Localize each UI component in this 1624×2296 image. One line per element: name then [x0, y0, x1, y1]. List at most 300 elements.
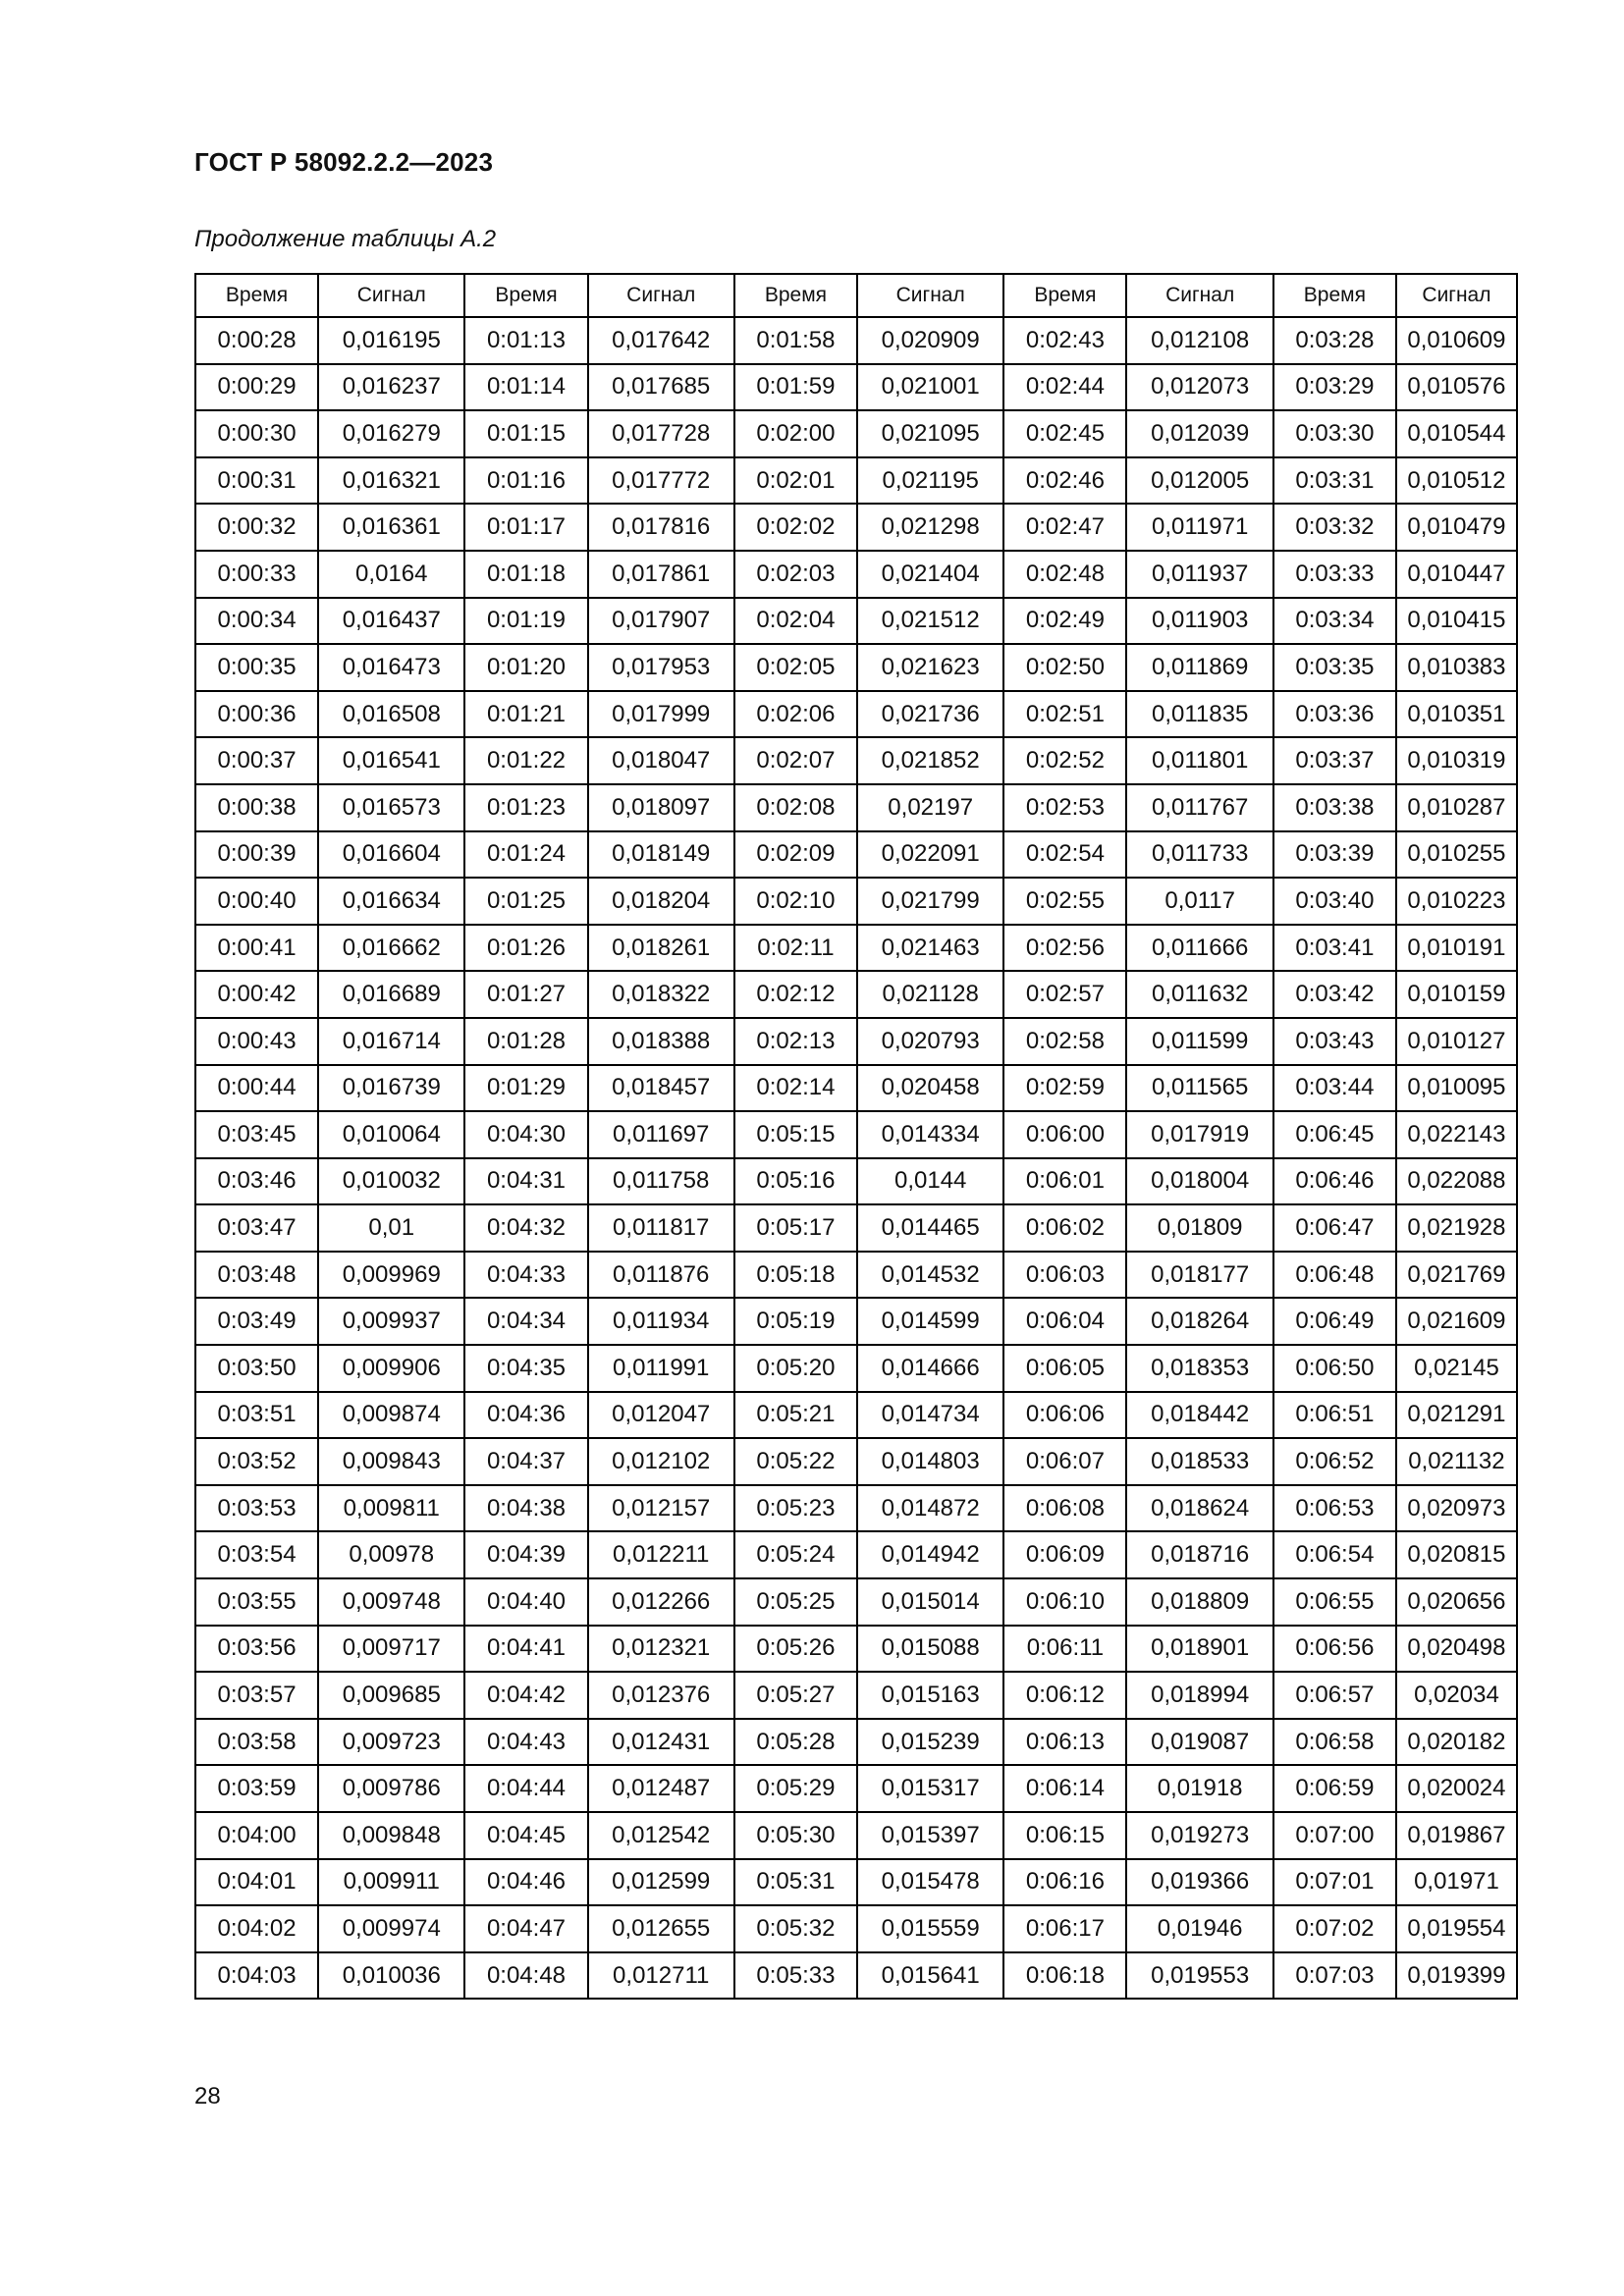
signal-cell: 0,012655: [588, 1905, 734, 1952]
signal-cell: 0,011971: [1126, 504, 1272, 551]
signal-cell: 0,011666: [1126, 925, 1272, 972]
signal-cell: 0,017861: [588, 551, 734, 598]
signal-cell: 0,014942: [857, 1531, 1003, 1578]
table-row: [195, 1392, 1517, 1439]
table-row: [195, 1812, 1517, 1859]
time-cell: 0:05:29: [734, 1765, 857, 1812]
signal-cell: 0,01946: [1126, 1905, 1272, 1952]
table-row: [195, 925, 1517, 972]
signal-cell: 0,018901: [1126, 1626, 1272, 1673]
time-cell: 0:03:50: [195, 1345, 318, 1392]
table-row: [195, 1952, 1517, 2000]
table-row: [195, 1905, 1517, 1952]
table-row: [195, 1485, 1517, 1532]
signal-cell: 0,021769: [1396, 1252, 1517, 1299]
signal-cell: 0,00978: [318, 1531, 464, 1578]
time-cell: 0:02:06: [734, 691, 857, 738]
time-cell: 0:01:27: [464, 971, 587, 1018]
table-row: [195, 1859, 1517, 1906]
time-cell: 0:04:37: [464, 1438, 587, 1485]
signal-cell: 0,021298: [857, 504, 1003, 551]
table-row: [195, 1672, 1517, 1719]
time-cell: 0:02:51: [1003, 691, 1126, 738]
time-cell: 0:00:30: [195, 410, 318, 457]
time-cell: 0:05:28: [734, 1719, 857, 1766]
time-cell: 0:02:10: [734, 878, 857, 925]
time-cell: 0:03:28: [1273, 317, 1396, 364]
signal-cell: 0,019399: [1396, 1952, 1517, 2000]
table-row: [195, 1345, 1517, 1392]
time-cell: 0:05:33: [734, 1952, 857, 2000]
page-number: 28: [194, 2083, 221, 2109]
time-cell: 0:03:51: [195, 1392, 318, 1439]
signal-cell: 0,022088: [1396, 1158, 1517, 1205]
time-cell: 0:01:58: [734, 317, 857, 364]
signal-cell: 0,011991: [588, 1345, 734, 1392]
signal-cell: 0,018149: [588, 831, 734, 879]
data-table: [194, 273, 1518, 2000]
time-cell: 0:07:02: [1273, 1905, 1396, 1952]
time-cell: 0:06:05: [1003, 1345, 1126, 1392]
table-row: [195, 1111, 1517, 1158]
signal-cell: 0,011934: [588, 1298, 734, 1345]
time-cell: 0:03:30: [1273, 410, 1396, 457]
signal-cell: 0,011758: [588, 1158, 734, 1205]
time-cell: 0:02:47: [1003, 504, 1126, 551]
document-header: ГОСТ Р 58092.2.2—2023: [194, 147, 494, 177]
table-row: [195, 1298, 1517, 1345]
signal-cell: 0,018261: [588, 925, 734, 972]
time-cell: 0:04:34: [464, 1298, 587, 1345]
time-cell: 0:03:56: [195, 1626, 318, 1673]
time-cell: 0:04:30: [464, 1111, 587, 1158]
table-row: [195, 317, 1517, 364]
table-row: [195, 457, 1517, 505]
signal-cell: 0,018624: [1126, 1485, 1272, 1532]
time-cell: 0:04:36: [464, 1392, 587, 1439]
time-cell: 0:07:01: [1273, 1859, 1396, 1906]
time-cell: 0:04:42: [464, 1672, 587, 1719]
signal-cell: 0,015478: [857, 1859, 1003, 1906]
signal-cell: 0,009723: [318, 1719, 464, 1766]
signal-cell: 0,012599: [588, 1859, 734, 1906]
signal-cell: 0,010287: [1396, 784, 1517, 831]
signal-cell: 0,009969: [318, 1252, 464, 1299]
time-cell: 0:02:13: [734, 1018, 857, 1065]
signal-cell: 0,011632: [1126, 971, 1272, 1018]
table-row: [195, 1252, 1517, 1299]
time-cell: 0:06:12: [1003, 1672, 1126, 1719]
signal-cell: 0,015641: [857, 1952, 1003, 2000]
signal-cell: 0,022143: [1396, 1111, 1517, 1158]
signal-cell: 0,020815: [1396, 1531, 1517, 1578]
signal-cell: 0,012039: [1126, 410, 1272, 457]
time-cell: 0:06:11: [1003, 1626, 1126, 1673]
signal-cell: 0,0144: [857, 1158, 1003, 1205]
time-cell: 0:06:03: [1003, 1252, 1126, 1299]
signal-cell: 0,014734: [857, 1392, 1003, 1439]
signal-cell: 0,010223: [1396, 878, 1517, 925]
signal-cell: 0,018264: [1126, 1298, 1272, 1345]
time-cell: 0:03:57: [195, 1672, 318, 1719]
signal-cell: 0,009874: [318, 1392, 464, 1439]
time-cell: 0:02:09: [734, 831, 857, 879]
table-row: [195, 784, 1517, 831]
time-cell: 0:06:51: [1273, 1392, 1396, 1439]
time-cell: 0:06:06: [1003, 1392, 1126, 1439]
signal-cell: 0,011733: [1126, 831, 1272, 879]
time-cell: 0:04:02: [195, 1905, 318, 1952]
signal-cell: 0,016279: [318, 410, 464, 457]
signal-cell: 0,018533: [1126, 1438, 1272, 1485]
signal-cell: 0,021609: [1396, 1298, 1517, 1345]
signal-cell: 0,014599: [857, 1298, 1003, 1345]
signal-cell: 0,020498: [1396, 1626, 1517, 1673]
signal-cell: 0,011801: [1126, 737, 1272, 784]
time-cell: 0:05:20: [734, 1345, 857, 1392]
signal-cell: 0,021291: [1396, 1392, 1517, 1439]
table-row: [195, 831, 1517, 879]
signal-cell: 0,021623: [857, 644, 1003, 691]
time-cell: 0:06:14: [1003, 1765, 1126, 1812]
signal-cell: 0,011937: [1126, 551, 1272, 598]
time-cell: 0:01:23: [464, 784, 587, 831]
signal-cell: 0,011767: [1126, 784, 1272, 831]
signal-cell: 0,010415: [1396, 598, 1517, 645]
signal-cell: 0,018994: [1126, 1672, 1272, 1719]
signal-cell: 0,016361: [318, 504, 464, 551]
time-cell: 0:06:47: [1273, 1204, 1396, 1252]
signal-cell: 0,018204: [588, 878, 734, 925]
signal-cell: 0,021852: [857, 737, 1003, 784]
time-cell: 0:05:31: [734, 1859, 857, 1906]
time-cell: 0:01:16: [464, 457, 587, 505]
time-cell: 0:02:05: [734, 644, 857, 691]
time-cell: 0:02:50: [1003, 644, 1126, 691]
table-row: [195, 644, 1517, 691]
time-cell: 0:02:57: [1003, 971, 1126, 1018]
time-cell: 0:05:15: [734, 1111, 857, 1158]
column-header: Сигнал: [318, 274, 464, 317]
signal-cell: 0,015397: [857, 1812, 1003, 1859]
time-cell: 0:05:26: [734, 1626, 857, 1673]
time-cell: 0:06:09: [1003, 1531, 1126, 1578]
time-cell: 0:02:02: [734, 504, 857, 551]
time-cell: 0:00:29: [195, 364, 318, 411]
signal-cell: 0,014465: [857, 1204, 1003, 1252]
time-cell: 0:06:01: [1003, 1158, 1126, 1205]
table-row: [195, 1018, 1517, 1065]
time-cell: 0:00:44: [195, 1065, 318, 1112]
time-cell: 0:01:14: [464, 364, 587, 411]
time-cell: 0:01:15: [464, 410, 587, 457]
signal-cell: 0,017907: [588, 598, 734, 645]
time-cell: 0:06:00: [1003, 1111, 1126, 1158]
table-row: [195, 1065, 1517, 1112]
time-cell: 0:06:08: [1003, 1485, 1126, 1532]
signal-cell: 0,019553: [1126, 1952, 1272, 2000]
signal-cell: 0,016604: [318, 831, 464, 879]
time-cell: 0:07:00: [1273, 1812, 1396, 1859]
signal-cell: 0,020973: [1396, 1485, 1517, 1532]
time-cell: 0:03:48: [195, 1252, 318, 1299]
signal-cell: 0,017953: [588, 644, 734, 691]
column-header: Время: [1273, 274, 1396, 317]
signal-cell: 0,01809: [1126, 1204, 1272, 1252]
time-cell: 0:00:32: [195, 504, 318, 551]
time-cell: 0:05:19: [734, 1298, 857, 1345]
time-cell: 0:02:46: [1003, 457, 1126, 505]
signal-cell: 0,010036: [318, 1952, 464, 2000]
time-cell: 0:01:22: [464, 737, 587, 784]
time-cell: 0:02:03: [734, 551, 857, 598]
time-cell: 0:06:07: [1003, 1438, 1126, 1485]
time-cell: 0:05:30: [734, 1812, 857, 1859]
time-cell: 0:02:52: [1003, 737, 1126, 784]
time-cell: 0:05:32: [734, 1905, 857, 1952]
time-cell: 0:04:32: [464, 1204, 587, 1252]
signal-cell: 0,016508: [318, 691, 464, 738]
time-cell: 0:02:45: [1003, 410, 1126, 457]
time-cell: 0:00:43: [195, 1018, 318, 1065]
column-header: Время: [464, 274, 587, 317]
signal-cell: 0,016237: [318, 364, 464, 411]
signal-cell: 0,011876: [588, 1252, 734, 1299]
signal-cell: 0,012047: [588, 1392, 734, 1439]
time-cell: 0:02:08: [734, 784, 857, 831]
signal-cell: 0,019087: [1126, 1719, 1272, 1766]
column-header: Время: [1003, 274, 1126, 317]
signal-cell: 0,021928: [1396, 1204, 1517, 1252]
time-cell: 0:05:25: [734, 1578, 857, 1626]
time-cell: 0:02:54: [1003, 831, 1126, 879]
signal-cell: 0,01971: [1396, 1859, 1517, 1906]
signal-cell: 0,020909: [857, 317, 1003, 364]
time-cell: 0:04:48: [464, 1952, 587, 2000]
time-cell: 0:06:17: [1003, 1905, 1126, 1952]
column-header: Сигнал: [1126, 274, 1272, 317]
time-cell: 0:04:03: [195, 1952, 318, 2000]
table-row: [195, 1158, 1517, 1205]
time-cell: 0:01:24: [464, 831, 587, 879]
time-cell: 0:06:52: [1273, 1438, 1396, 1485]
time-cell: 0:02:48: [1003, 551, 1126, 598]
signal-cell: 0,019554: [1396, 1905, 1517, 1952]
signal-cell: 0,012711: [588, 1952, 734, 2000]
table-row: [195, 364, 1517, 411]
time-cell: 0:02:58: [1003, 1018, 1126, 1065]
table-row: [195, 1204, 1517, 1252]
time-cell: 0:00:39: [195, 831, 318, 879]
time-cell: 0:05:24: [734, 1531, 857, 1578]
signal-cell: 0,018457: [588, 1065, 734, 1112]
signal-cell: 0,020024: [1396, 1765, 1517, 1812]
signal-cell: 0,012376: [588, 1672, 734, 1719]
time-cell: 0:03:38: [1273, 784, 1396, 831]
time-cell: 0:06:55: [1273, 1578, 1396, 1626]
time-cell: 0:03:45: [195, 1111, 318, 1158]
time-cell: 0:02:55: [1003, 878, 1126, 925]
table-header-row: [195, 274, 1517, 317]
signal-cell: 0,018047: [588, 737, 734, 784]
signal-cell: 0,021736: [857, 691, 1003, 738]
signal-cell: 0,012005: [1126, 457, 1272, 505]
time-cell: 0:03:42: [1273, 971, 1396, 1018]
time-cell: 0:06:50: [1273, 1345, 1396, 1392]
signal-cell: 0,018177: [1126, 1252, 1272, 1299]
signal-cell: 0,010512: [1396, 457, 1517, 505]
table-row: [195, 878, 1517, 925]
signal-cell: 0,021799: [857, 878, 1003, 925]
time-cell: 0:03:43: [1273, 1018, 1396, 1065]
signal-cell: 0,0117: [1126, 878, 1272, 925]
time-cell: 0:04:43: [464, 1719, 587, 1766]
time-cell: 0:02:01: [734, 457, 857, 505]
time-cell: 0:04:46: [464, 1859, 587, 1906]
signal-cell: 0,012073: [1126, 364, 1272, 411]
signal-cell: 0,0164: [318, 551, 464, 598]
time-cell: 0:02:04: [734, 598, 857, 645]
time-cell: 0:01:18: [464, 551, 587, 598]
time-cell: 0:06:45: [1273, 1111, 1396, 1158]
signal-cell: 0,014532: [857, 1252, 1003, 1299]
time-cell: 0:03:36: [1273, 691, 1396, 738]
signal-cell: 0,010383: [1396, 644, 1517, 691]
signal-cell: 0,018097: [588, 784, 734, 831]
time-cell: 0:04:00: [195, 1812, 318, 1859]
signal-cell: 0,016662: [318, 925, 464, 972]
time-cell: 0:02:53: [1003, 784, 1126, 831]
signal-cell: 0,010032: [318, 1158, 464, 1205]
column-header: Время: [195, 274, 318, 317]
signal-cell: 0,018716: [1126, 1531, 1272, 1578]
signal-cell: 0,016739: [318, 1065, 464, 1112]
time-cell: 0:03:33: [1273, 551, 1396, 598]
time-cell: 0:01:17: [464, 504, 587, 551]
table-row: [195, 1578, 1517, 1626]
time-cell: 0:03:41: [1273, 925, 1396, 972]
time-cell: 0:01:28: [464, 1018, 587, 1065]
signal-cell: 0,021001: [857, 364, 1003, 411]
time-cell: 0:00:36: [195, 691, 318, 738]
time-cell: 0:06:04: [1003, 1298, 1126, 1345]
signal-cell: 0,012431: [588, 1719, 734, 1766]
time-cell: 0:06:57: [1273, 1672, 1396, 1719]
time-cell: 0:07:03: [1273, 1952, 1396, 2000]
signal-cell: 0,017642: [588, 317, 734, 364]
time-cell: 0:04:39: [464, 1531, 587, 1578]
table-row: [195, 1438, 1517, 1485]
signal-cell: 0,02197: [857, 784, 1003, 831]
signal-cell: 0,016634: [318, 878, 464, 925]
signal-cell: 0,021195: [857, 457, 1003, 505]
signal-cell: 0,015559: [857, 1905, 1003, 1952]
time-cell: 0:00:37: [195, 737, 318, 784]
time-cell: 0:03:40: [1273, 878, 1396, 925]
time-cell: 0:00:40: [195, 878, 318, 925]
column-header: Сигнал: [857, 274, 1003, 317]
signal-cell: 0,02034: [1396, 1672, 1517, 1719]
time-cell: 0:01:20: [464, 644, 587, 691]
time-cell: 0:02:49: [1003, 598, 1126, 645]
time-cell: 0:06:48: [1273, 1252, 1396, 1299]
signal-cell: 0,009937: [318, 1298, 464, 1345]
time-cell: 0:04:40: [464, 1578, 587, 1626]
time-cell: 0:01:19: [464, 598, 587, 645]
time-cell: 0:02:59: [1003, 1065, 1126, 1112]
time-cell: 0:01:29: [464, 1065, 587, 1112]
signal-cell: 0,017685: [588, 364, 734, 411]
signal-cell: 0,021128: [857, 971, 1003, 1018]
table-row: [195, 971, 1517, 1018]
signal-cell: 0,011565: [1126, 1065, 1272, 1112]
signal-cell: 0,014666: [857, 1345, 1003, 1392]
signal-cell: 0,015163: [857, 1672, 1003, 1719]
time-cell: 0:03:39: [1273, 831, 1396, 879]
column-header: Сигнал: [588, 274, 734, 317]
signal-cell: 0,016321: [318, 457, 464, 505]
time-cell: 0:05:22: [734, 1438, 857, 1485]
signal-cell: 0,021404: [857, 551, 1003, 598]
signal-cell: 0,016689: [318, 971, 464, 1018]
table-row: [195, 1626, 1517, 1673]
time-cell: 0:04:45: [464, 1812, 587, 1859]
time-cell: 0:03:46: [195, 1158, 318, 1205]
time-cell: 0:04:33: [464, 1252, 587, 1299]
time-cell: 0:05:17: [734, 1204, 857, 1252]
time-cell: 0:06:53: [1273, 1485, 1396, 1532]
table-caption: Продолжение таблицы А.2: [194, 226, 497, 252]
time-cell: 0:05:18: [734, 1252, 857, 1299]
signal-cell: 0,009685: [318, 1672, 464, 1719]
signal-cell: 0,020458: [857, 1065, 1003, 1112]
signal-cell: 0,019366: [1126, 1859, 1272, 1906]
signal-cell: 0,02145: [1396, 1345, 1517, 1392]
time-cell: 0:04:47: [464, 1905, 587, 1952]
table-row: [195, 504, 1517, 551]
time-cell: 0:01:59: [734, 364, 857, 411]
signal-cell: 0,020793: [857, 1018, 1003, 1065]
time-cell: 0:02:56: [1003, 925, 1126, 972]
signal-cell: 0,009974: [318, 1905, 464, 1952]
time-cell: 0:01:26: [464, 925, 587, 972]
time-cell: 0:02:44: [1003, 364, 1126, 411]
time-cell: 0:04:44: [464, 1765, 587, 1812]
table-row: [195, 1531, 1517, 1578]
signal-cell: 0,010351: [1396, 691, 1517, 738]
time-cell: 0:06:16: [1003, 1859, 1126, 1906]
signal-cell: 0,009906: [318, 1345, 464, 1392]
table-row: [195, 1719, 1517, 1766]
time-cell: 0:04:35: [464, 1345, 587, 1392]
time-cell: 0:06:18: [1003, 1952, 1126, 2000]
time-cell: 0:01:25: [464, 878, 587, 925]
signal-cell: 0,009786: [318, 1765, 464, 1812]
time-cell: 0:05:16: [734, 1158, 857, 1205]
time-cell: 0:06:02: [1003, 1204, 1126, 1252]
time-cell: 0:06:58: [1273, 1719, 1396, 1766]
signal-cell: 0,018004: [1126, 1158, 1272, 1205]
signal-cell: 0,010064: [318, 1111, 464, 1158]
table-row: [195, 598, 1517, 645]
time-cell: 0:02:43: [1003, 317, 1126, 364]
signal-cell: 0,016437: [318, 598, 464, 645]
signal-cell: 0,016714: [318, 1018, 464, 1065]
signal-cell: 0,009911: [318, 1859, 464, 1906]
table-row: [195, 691, 1517, 738]
signal-cell: 0,018809: [1126, 1578, 1272, 1626]
signal-cell: 0,017728: [588, 410, 734, 457]
